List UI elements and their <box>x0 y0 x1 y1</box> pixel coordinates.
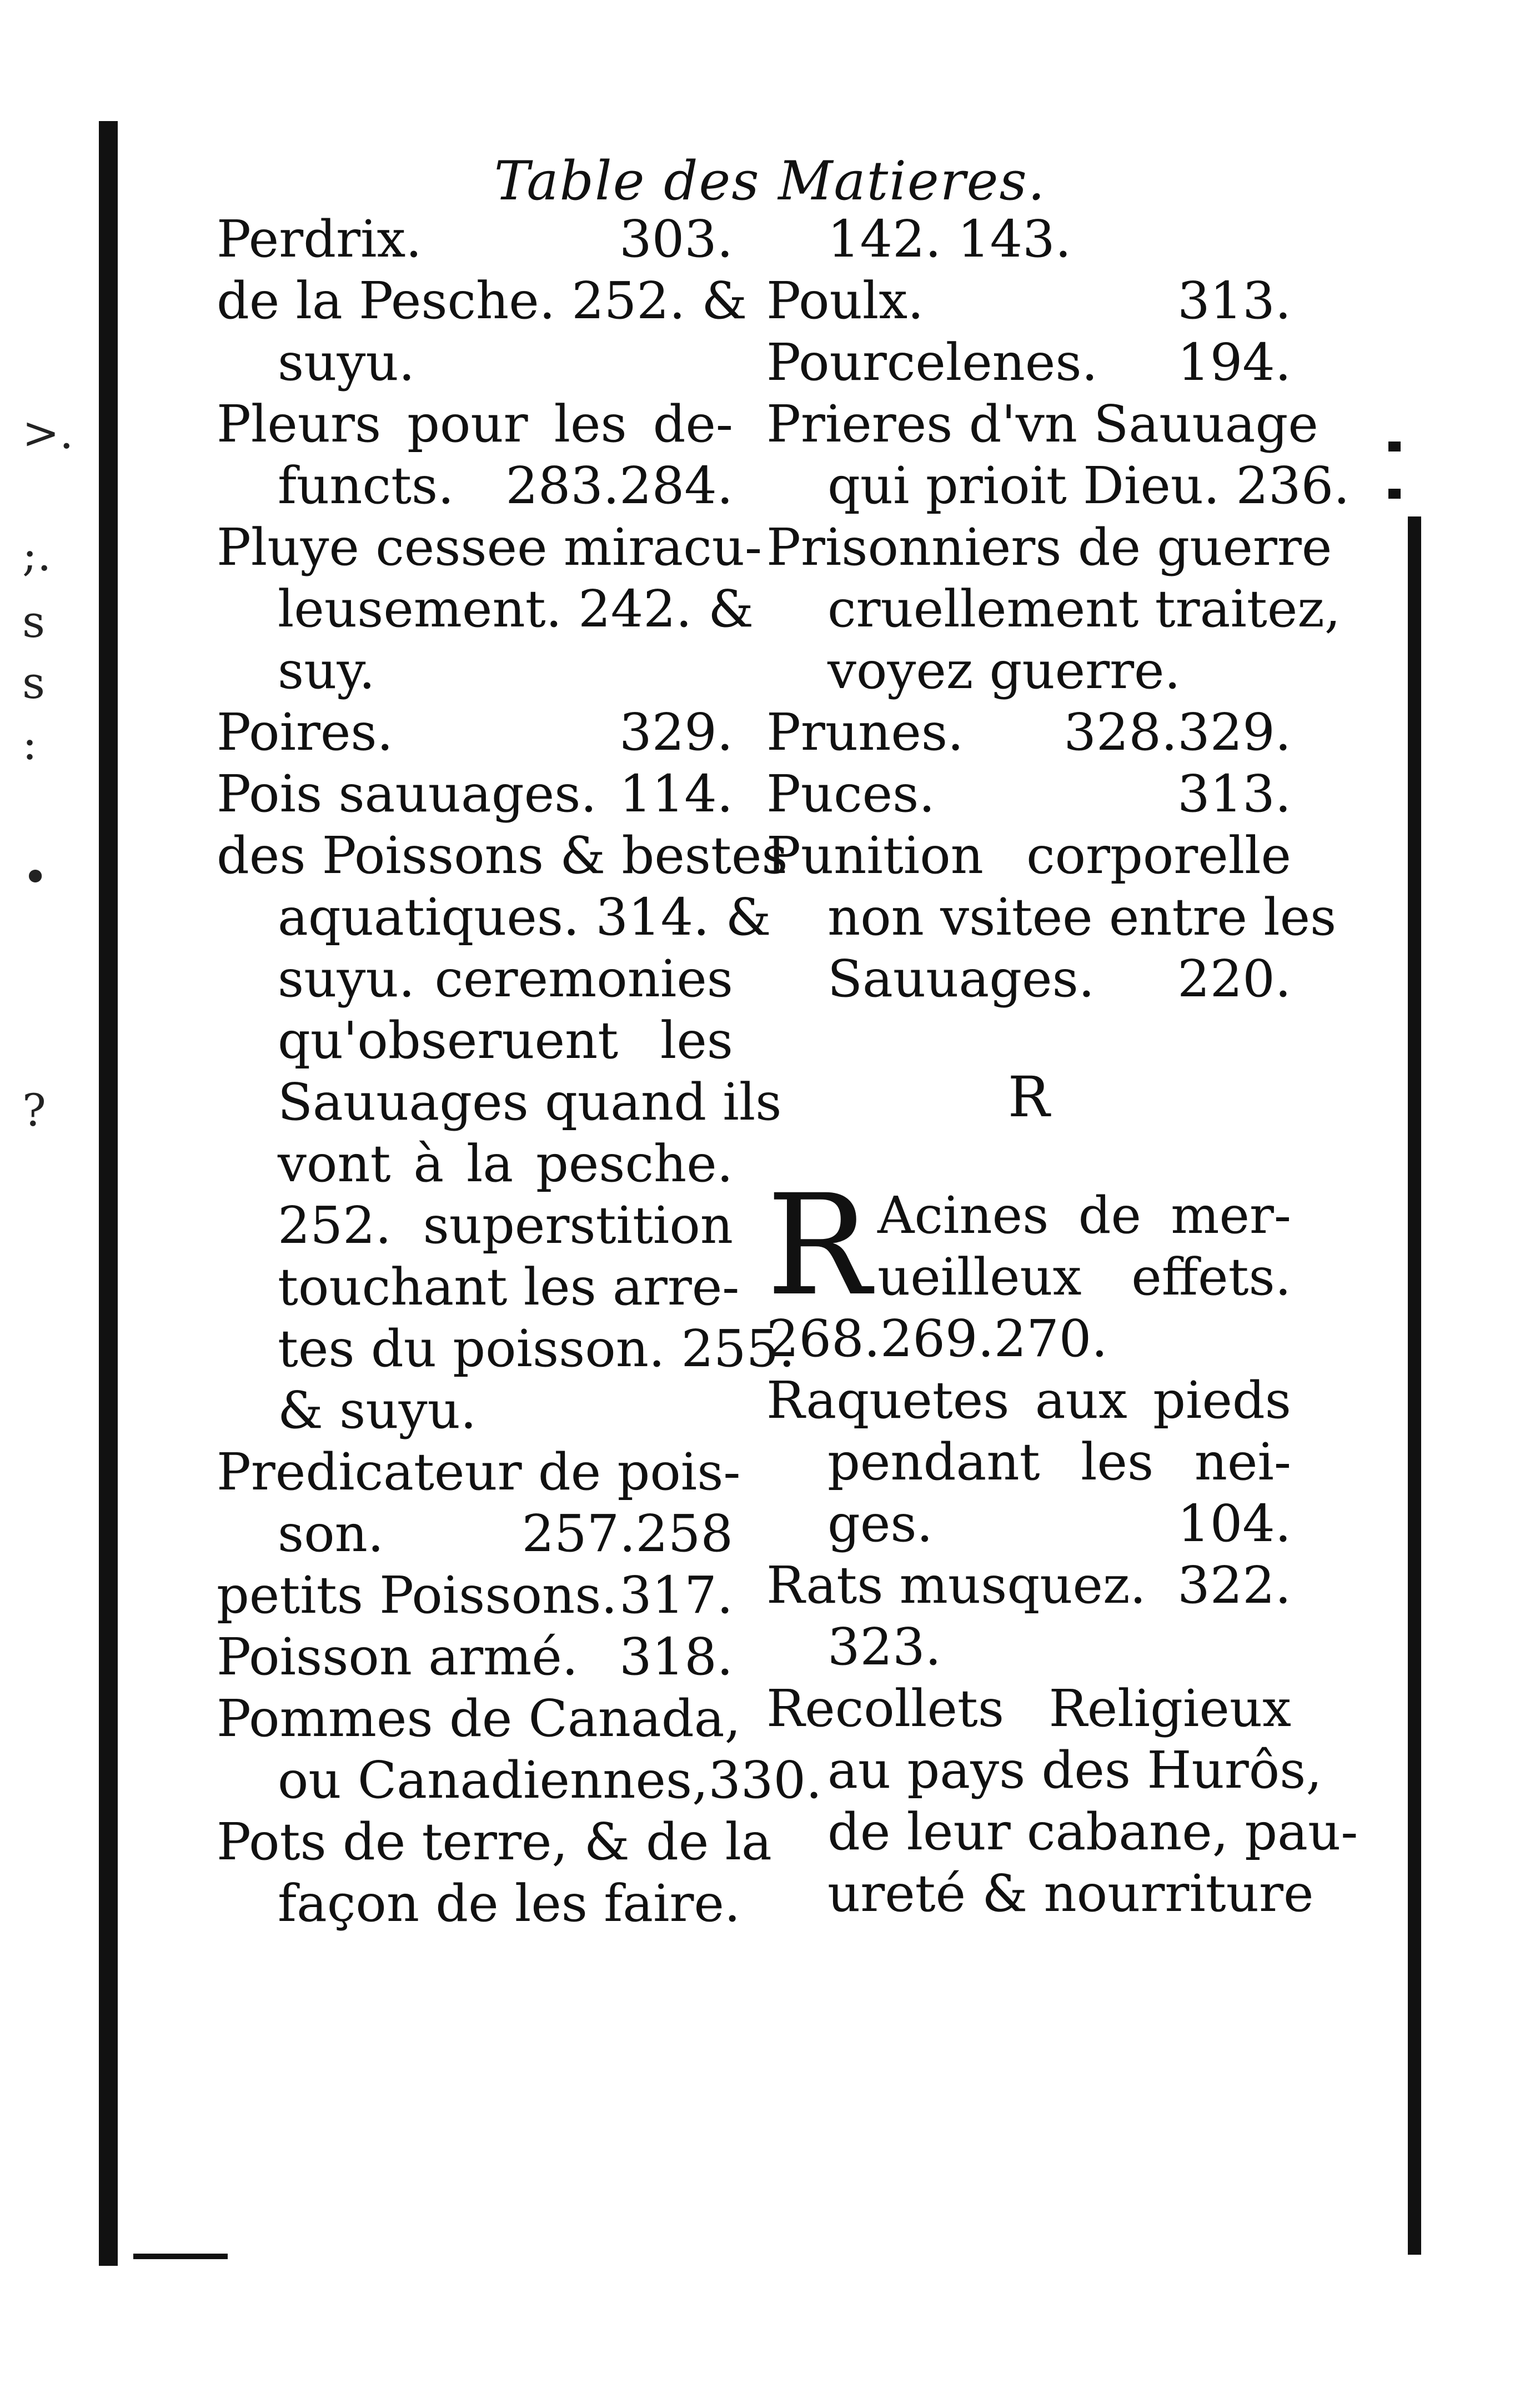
index-line <box>766 578 1341 640</box>
entry-text: petits Poissons. <box>217 1566 618 1625</box>
entry-text: au pays des Hurôs, <box>827 1740 1322 1800</box>
index-line <box>217 516 763 578</box>
index-line <box>217 640 733 701</box>
entry-text: Pleurs pour les de- <box>217 394 733 454</box>
entry-text: ou Canadiennes,330. <box>278 1750 822 1810</box>
page-ref: 313. <box>1177 271 1291 330</box>
index-line <box>217 1749 822 1811</box>
edge-mark <box>1388 489 1401 499</box>
bleed-mark: >. <box>22 407 74 459</box>
entry-text: 252. superstition <box>278 1196 733 1255</box>
entry-text: Pommes de Canada, <box>217 1689 741 1748</box>
index-line <box>217 1195 733 1256</box>
dropcap-letter: R <box>766 1165 871 1326</box>
index-line <box>766 640 1291 701</box>
index-line <box>217 455 733 516</box>
entry-text: de la Pesche. 252. & <box>217 271 748 330</box>
entry-text: suyu. <box>278 333 415 392</box>
index-line <box>217 1564 733 1626</box>
entry-text: Recollets Religieux <box>766 1679 1291 1738</box>
entry-text: Prisonniers de guerre <box>766 518 1332 577</box>
index-line <box>766 1308 1291 1369</box>
entry-text: qui prioit Dieu. 236. <box>827 456 1350 515</box>
entry-text: Prieres d'vn Sauuage <box>766 394 1318 454</box>
index-line <box>766 1369 1291 1431</box>
index-line <box>217 1688 741 1749</box>
entry-text: Sauuages quand ils <box>278 1072 782 1132</box>
index-line <box>217 886 771 948</box>
index-line <box>766 455 1350 516</box>
index-column-left <box>217 208 822 1934</box>
index-line <box>217 1503 733 1564</box>
entry-text: functs. <box>278 456 454 515</box>
entry-text: de leur cabane, pau- <box>827 1802 1358 1862</box>
entry-text: Punition corporelle <box>766 826 1291 885</box>
index-line <box>766 1863 1314 1924</box>
entry-text: 142. 143. <box>827 209 1071 269</box>
entry-text: & suyu. <box>278 1381 477 1440</box>
index-line <box>766 886 1337 948</box>
bleed-mark: : <box>22 718 37 770</box>
letter-heading: R <box>1007 1065 1050 1130</box>
index-line <box>217 332 733 393</box>
index-line <box>217 1379 733 1441</box>
page-ref: 114. <box>619 764 733 824</box>
index-line <box>217 208 733 270</box>
entry-text: touchant les arre- <box>278 1257 740 1317</box>
index-line <box>766 1801 1358 1863</box>
index-line <box>877 1185 1291 1246</box>
index-line <box>766 1431 1291 1493</box>
page-ref: 303. <box>619 209 733 269</box>
index-line <box>766 516 1332 578</box>
entry-text: façon de les faire. <box>278 1874 741 1933</box>
entry-text: Rats musquez. <box>766 1556 1146 1615</box>
entry-text: Acines de mer- <box>877 1186 1291 1245</box>
index-line <box>217 763 733 825</box>
bleed-mark: • <box>22 851 49 903</box>
entry-text: tes du poisson. 255. <box>278 1319 795 1378</box>
index-line <box>766 332 1291 393</box>
index-line <box>217 1441 741 1503</box>
entry-text: suy. <box>278 641 375 700</box>
index-line <box>877 1246 1291 1308</box>
entry-text: leusement. 242. & <box>278 579 754 639</box>
entry-text: 268.269.270. <box>766 1309 1108 1368</box>
index-column-right <box>766 208 1358 1924</box>
index-line <box>766 701 1291 763</box>
index-line <box>766 825 1291 886</box>
entry-text: Sauuages. <box>827 949 1095 1009</box>
page-ref: 328.329. <box>1064 703 1291 762</box>
entry-text: Pourcelenes. <box>766 333 1098 392</box>
entry-text: non vsitee entre les <box>827 887 1337 947</box>
bleed-mark: ;. <box>22 529 52 581</box>
entry-text: Poisson armé. <box>217 1627 579 1687</box>
index-line <box>217 270 748 332</box>
entry-text: voyez guerre. <box>827 641 1181 700</box>
page-ref: 104. <box>1177 1494 1291 1553</box>
index-line <box>217 1811 772 1873</box>
index-line <box>217 825 788 886</box>
entry-text: vont à la pesche. <box>278 1134 733 1193</box>
entry-text: qu'obseruent les <box>278 1011 733 1070</box>
bleed-mark: s <box>22 657 46 709</box>
entry-text: Poires. <box>217 703 393 762</box>
entry-text: Pluye cessee miracu- <box>217 518 763 577</box>
running-head: Table des Matieres. <box>494 150 1046 212</box>
section-spacer <box>766 1010 1291 1051</box>
index-line <box>217 1010 733 1071</box>
page-ref: 329. <box>619 703 733 762</box>
page-ref: 257.258 <box>521 1504 733 1563</box>
index-line <box>766 208 1291 270</box>
index-line <box>766 1616 1291 1678</box>
bleed-mark: ? <box>22 1085 46 1136</box>
page-ref: 318. <box>619 1627 733 1687</box>
index-line <box>766 270 1291 332</box>
entry-text: Prunes. <box>766 703 964 762</box>
index-line <box>217 1626 733 1688</box>
page-edge-left-foot <box>133 2254 228 2259</box>
index-line <box>766 1554 1291 1616</box>
entry-text: Pois sauuages. <box>217 764 597 824</box>
index-line <box>766 393 1318 455</box>
index-line <box>217 948 733 1010</box>
entry-text: cruellement traitez, <box>827 579 1341 639</box>
entry-text: Puces. <box>766 764 935 824</box>
entry-text: Perdrix. <box>217 209 422 269</box>
dropcap-entry <box>766 1165 1291 1326</box>
entry-text: pendant les nei- <box>827 1432 1291 1492</box>
entry-text: Pots de terre, & de la <box>217 1812 772 1872</box>
page-ref: 313. <box>1177 764 1291 824</box>
page-ref: 283.284. <box>505 456 733 515</box>
entry-text: 323. <box>827 1617 941 1677</box>
page-ref: 317. <box>619 1566 733 1625</box>
page-ref: 220. <box>1177 949 1291 1009</box>
index-line <box>217 393 733 455</box>
index-line <box>766 948 1291 1010</box>
entry-text: ueilleux effets. <box>877 1247 1291 1307</box>
index-column-right-top <box>766 208 1350 1010</box>
entry-text: Raquetes aux pieds <box>766 1371 1291 1430</box>
index-line <box>766 763 1291 825</box>
entry-text: des Poissons & bestes <box>217 826 788 885</box>
page-ref: 322. <box>1177 1556 1291 1615</box>
entry-text: aquatiques. 314. & <box>278 887 771 947</box>
index-line <box>217 1071 782 1133</box>
entry-text: son. <box>278 1504 384 1563</box>
page-edge-right <box>1408 516 1421 2255</box>
entry-text: ges. <box>827 1494 933 1553</box>
index-line <box>217 1256 740 1318</box>
index-line <box>217 1318 795 1379</box>
page-edge-left <box>99 121 118 2266</box>
index-line <box>766 1493 1291 1554</box>
index-line <box>217 1873 741 1934</box>
index-line <box>217 578 754 640</box>
index-line <box>217 701 733 763</box>
entry-text: suyu. ceremonies <box>278 949 733 1009</box>
entry-text: Predicateur de pois- <box>217 1442 741 1502</box>
bleed-mark: s <box>22 596 46 648</box>
index-line <box>217 1133 733 1195</box>
entry-text: Poulx. <box>766 271 924 330</box>
index-line <box>766 1739 1322 1801</box>
page-ref: 194. <box>1177 333 1291 392</box>
edge-mark <box>1388 442 1401 451</box>
index-line <box>766 1678 1291 1739</box>
index-column-right-bottom <box>766 1308 1358 1924</box>
entry-text: ureté & nourriture <box>827 1864 1314 1923</box>
